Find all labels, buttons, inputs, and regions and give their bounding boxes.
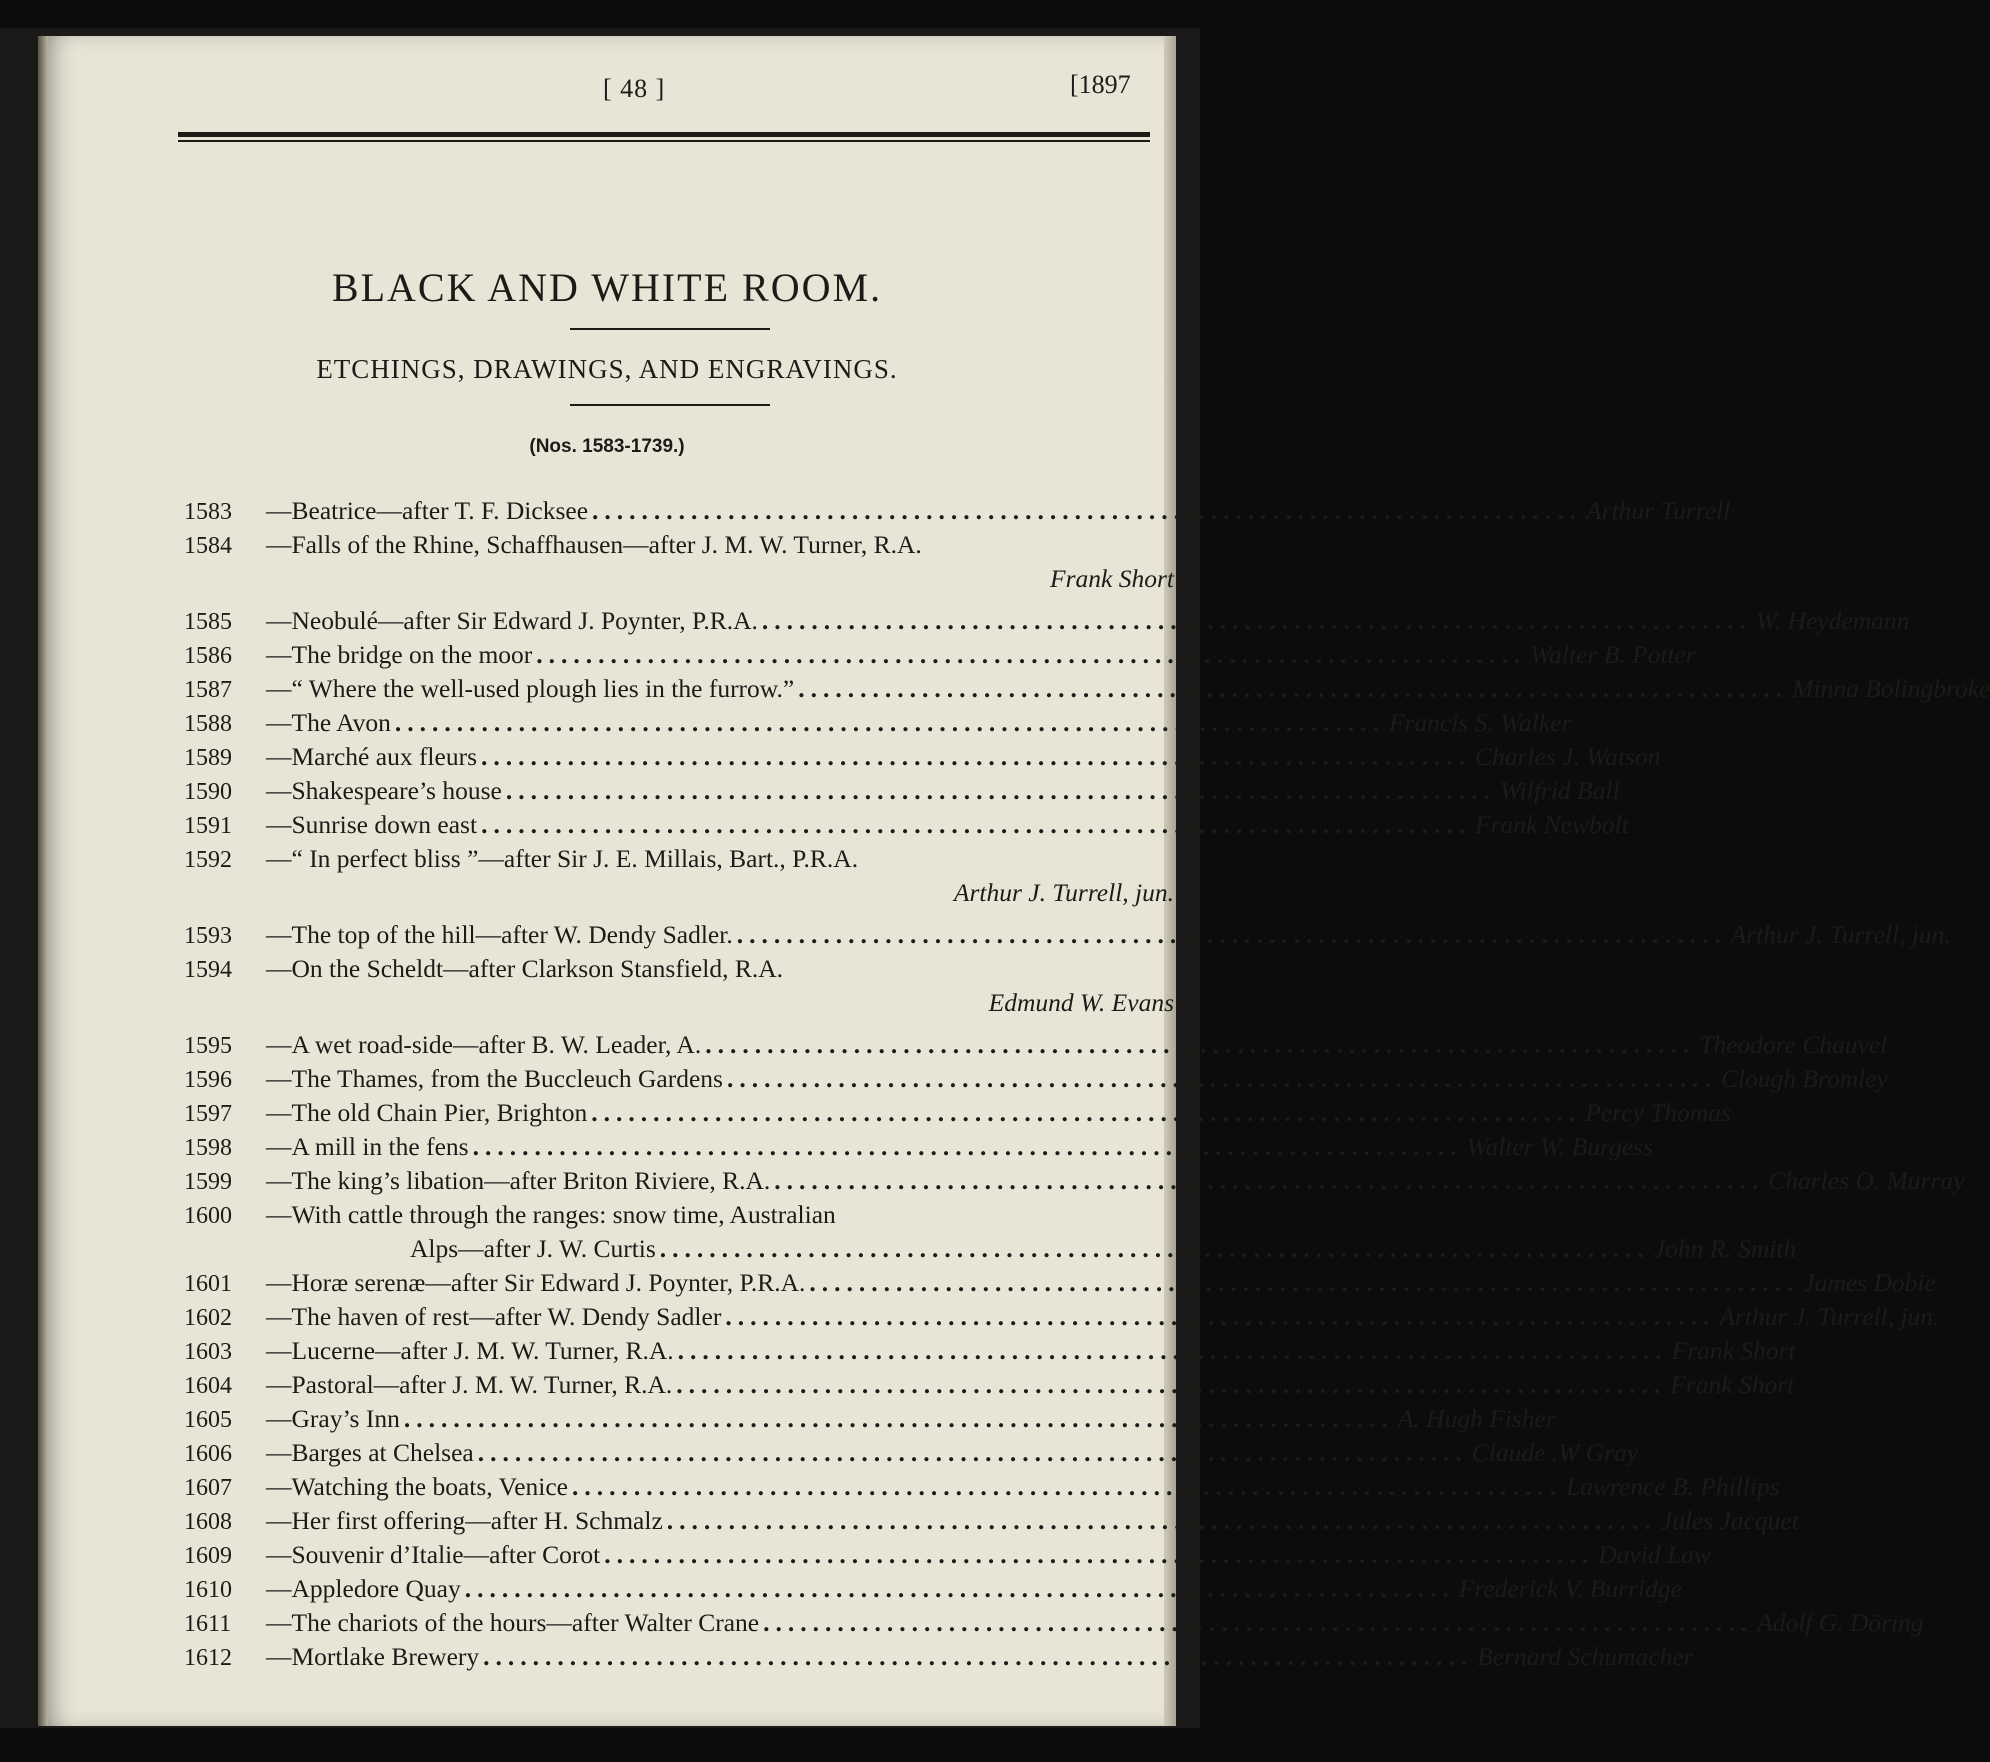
entry-artist: Charles J. Watson [1475,742,1661,771]
entry-number: 1603 [184,1339,232,1365]
entry-number: 1601 [184,1271,232,1297]
entry-number: 1610 [184,1577,232,1603]
entry-title: —With cattle through the ranges: snow time, Australian [266,1200,836,1229]
entry-title: —The haven of rest—after W. Dendy Sadler [266,1302,722,1331]
entry-number: 1587 [184,677,232,703]
entry-number: 1609 [184,1543,232,1569]
entry-title: —On the Scheldt—after Clarkson Stansfield, R.A. [266,954,783,983]
catalogue-entry [184,1402,1556,1436]
entry-line [184,1606,1924,1640]
leader-dots: ................................................................................ [592,496,1583,525]
entry-title: —The king’s libation—after Briton Riviere, R.A. [266,1166,771,1195]
entry-title: —Falls of the Rhine, Schaffhausen—after J. M. W. Turner, R.A. [266,530,922,559]
entry-title: —A wet road-side—after B. W. Leader, A. [266,1030,702,1059]
leader-dots: ................................................................................ [763,1608,1754,1637]
entry-number: 1607 [184,1475,232,1501]
entry-line [184,774,1620,808]
leader-dots: ................................................................................ [536,640,1527,669]
entry-number: 1612 [184,1645,232,1671]
catalogue-entry [184,1572,1682,1606]
entry-number: 1608 [184,1509,232,1535]
entry-line [184,1402,1556,1436]
subtitle-divider [570,404,770,406]
entry-artist: James Dobie [1803,1268,1936,1297]
entry-number: 1597 [184,1101,232,1127]
catalogue-entry [184,1538,1711,1572]
entry-title: —A mill in the fens [266,1132,469,1161]
entry-title: —Mortlake Brewery [266,1642,480,1671]
entry-title: —Gray’s Inn [266,1404,400,1433]
leader-dots: ................................................................................ [394,708,1385,737]
entry-number: 1605 [184,1407,232,1433]
catalogue-entry [184,740,1661,774]
entry-line [184,672,1990,706]
catalogue-entry [184,672,1990,706]
leader-dots: ................................................................................ [676,1370,1667,1399]
entry-artist: David Law [1598,1540,1711,1569]
entry-number: 1590 [184,779,232,805]
entry-title: —The old Chain Pier, Brighton [266,1098,588,1127]
page-number: [ 48 ] [603,74,666,103]
running-header [38,64,1176,104]
entry-number: 1598 [184,1135,232,1161]
entry-line [184,1368,1795,1402]
entry-artist: Adolf G. Döring [1757,1608,1924,1637]
entry-line [184,740,1661,774]
entry-artist: Clough Bromley [1720,1064,1888,1093]
entry-line [184,1538,1711,1572]
catalogue-entry [184,1028,1888,1062]
entry-number: 1594 [184,957,232,983]
entry-line [184,842,1174,876]
entry-title: —The top of the hill—after W. Dendy Sadler. [266,920,733,949]
entry-artist: Jules Jacquet [1660,1506,1799,1535]
entry-artist: Frank Short [1671,1336,1796,1365]
entry-number: 1592 [184,847,232,873]
catalogue-entry [184,494,1731,528]
entry-line [184,918,1951,952]
entry-line [184,1572,1682,1606]
catalogue-entry [184,842,1174,910]
entry-number: 1596 [184,1067,232,1093]
catalogue-page [38,36,1990,1726]
catalogue-entry [184,638,1696,672]
entry-title: —Lucerne—after J. M. W. Turner, R.A. [266,1336,674,1365]
entry-line [184,1504,1799,1538]
entry-line [184,1028,1888,1062]
entry-title: —Appledore Quay [266,1574,461,1603]
leader-dots: ................................................................................ [477,1438,1468,1467]
header-year: [1897 [1070,70,1131,99]
entry-line [184,952,1174,986]
entry-artist: A. Hugh Fisher [1397,1404,1556,1433]
entry-artist: Bernard Schumacher [1477,1642,1694,1671]
entry-title: —The Thames, from the Buccleuch Gardens [266,1064,723,1093]
catalogue-entry [184,1198,1797,1266]
catalogue-entry [184,706,1572,740]
entry-line [184,1062,1888,1096]
entry-artist: Claude .W Gray [1471,1438,1639,1467]
entry-title: —“ Where the well-used plough lies in the furrow.” [266,674,795,703]
leader-dots: ................................................................................ [798,674,1789,703]
entry-artist: Minna Bolingbroke [1792,674,1990,703]
entry-number: 1600 [184,1203,232,1229]
entry-number: 1585 [184,609,232,635]
entry-artist: Walter W. Burgess [1466,1132,1653,1161]
entry-artist: Frank Short [1670,1370,1795,1399]
entry-line [184,1164,1965,1198]
leader-dots: ................................................................................ [666,1506,1657,1535]
entry-line [184,1334,1796,1368]
leader-dots: ................................................................................ [483,1642,1474,1671]
entry-artist: Lawrence B. Phillips [1565,1472,1780,1501]
entry-title: —Marché aux fleurs [266,742,477,771]
catalogue-entry [184,1130,1653,1164]
entry-title: —Barges at Chelsea [266,1438,474,1467]
leader-dots: ................................................................................ [604,1540,1595,1569]
leader-dots: ................................................................................ [591,1098,1582,1127]
entry-number: 1593 [184,923,232,949]
entry-title: —Horæ serenæ—after Sir Edward J. Poynter, P.R.A. [266,1268,806,1297]
entry-number: 1586 [184,643,232,669]
entry-artist: Edmund W. Evans [988,988,1174,1017]
entry-artist: Frederick V. Burridge [1458,1574,1682,1603]
entry-number: 1602 [184,1305,232,1331]
catalogue-entry [184,1470,1780,1504]
entry-artist: John R. Smith [1653,1234,1797,1263]
entry-number: 1611 [184,1611,232,1637]
entry-line [184,494,1731,528]
entry-line [184,1266,1936,1300]
entry-title-continued: Alps—after J. W. Curtis [410,1234,656,1263]
catalogue-entry [184,1606,1924,1640]
leader-dots: ................................................................................ [571,1472,1562,1501]
entry-title: —Sunrise down east [266,810,478,839]
catalogue-entry [184,1368,1795,1402]
entry-line [184,1232,1797,1266]
leader-dots: ................................................................................ [505,776,1496,805]
room-title: BLACK AND WHITE ROOM. [331,265,883,310]
leader-dots: ................................................................................ [472,1132,1463,1161]
entry-artist: Francis S. Walker [1388,708,1572,737]
entry-title: —The Avon [266,708,391,737]
catalogue-entry [184,1334,1796,1368]
catalogue-entries [184,494,1990,1674]
catalogue-entry [184,1266,1936,1300]
header-rule-thin [178,140,1150,142]
title-divider [570,328,770,330]
entry-title: —“ In perfect bliss ”—after Sir J. E. Millais, Bart., P.R.A. [266,844,859,873]
entry-line [184,808,1629,842]
entry-line [184,706,1572,740]
entry-number: 1599 [184,1169,232,1195]
entry-line [184,1640,1694,1674]
entry-number: 1589 [184,745,232,771]
entry-artist: Frank Short [1050,564,1174,593]
entry-number: 1583 [184,499,232,525]
entry-artist: Percy Thomas [1585,1098,1731,1127]
catalogue-entry [184,604,1910,638]
entry-title: —Watching the boats, Venice [266,1472,568,1501]
entry-line [184,1436,1639,1470]
entry-line [184,1470,1780,1504]
entry-title: —Souvenir d’Italie—after Corot [266,1540,601,1569]
catalogue-entry [184,808,1629,842]
entry-artist: Arthur Turrell [1586,496,1731,525]
entry-artist: Charles O. Murray [1768,1166,1965,1195]
entry-title: —Beatrice—after T. F. Dicksee [266,496,589,525]
entry-line [184,1130,1653,1164]
entry-artist: Theodore Chauvel [1699,1030,1888,1059]
entry-line [184,638,1696,672]
entry-artist: Arthur J. Turrell, jun. [1719,1302,1940,1331]
entry-artist: Wilfrid Ball [1499,776,1620,805]
catalogue-entry [184,1164,1965,1198]
entry-title: —The bridge on the moor [266,640,533,669]
entry-title: —Her first offering—after H. Schmalz [266,1506,663,1535]
entry-line [184,1198,1174,1232]
book-spread [0,28,1990,1728]
catalogue-entry [184,774,1620,808]
catalogue-entry [184,528,1174,596]
entry-number: 1604 [184,1373,232,1399]
catalogue-entry [184,1300,1940,1334]
number-range: (Nos. 1583-1739.) [529,436,685,457]
entry-line [184,528,1174,562]
entry-artist: Arthur J. Turrell, jun. [1730,920,1951,949]
leader-dots: ................................................................................ [464,1574,1455,1603]
leader-dots: ................................................................................ [481,810,1472,839]
catalogue-entry [184,1504,1799,1538]
entry-line [184,1096,1731,1130]
leader-dots: ................................................................................ [705,1030,1696,1059]
leader-dots: ................................................................................ [726,1064,1717,1093]
catalogue-entry [184,1640,1694,1674]
leader-dots: ................................................................................ [725,1302,1716,1331]
entry-number: 1595 [184,1033,232,1059]
leader-dots: ................................................................................ [809,1268,1800,1297]
entry-title: —The chariots of the hours—after Walter Crane [266,1608,760,1637]
entry-title: —Shakespeare’s house [266,776,502,805]
entry-number: 1591 [184,813,232,839]
leader-dots: ................................................................................ [677,1336,1668,1365]
catalogue-entry [184,1096,1731,1130]
leader-dots: ................................................................................ [481,742,1471,771]
leader-dots: ................................................................................ [659,1234,1650,1263]
leader-dots: ................................................................................ [774,1166,1765,1195]
entry-artist: Walter B. Potter [1530,640,1696,669]
leader-dots: ................................................................................ [736,920,1727,949]
entry-line [184,604,1910,638]
entry-number: 1606 [184,1441,232,1467]
catalogue-entry [184,952,1174,1020]
leader-dots: ................................................................................ [761,606,1752,635]
header-rule [178,132,1150,137]
leader-dots: ................................................................................ [403,1404,1394,1433]
entry-artist: Frank Newbolt [1475,810,1629,839]
entry-title: —Neobulé—after Sir Edward J. Poynter, P.R.A. [266,606,758,635]
entry-line [184,1300,1940,1334]
entry-number: 1584 [184,533,232,559]
entry-artist: W. Heydemann [1755,606,1910,635]
entry-number: 1588 [184,711,232,737]
catalogue-entry [184,1436,1639,1470]
entry-artist: Arthur J. Turrell, jun. [953,878,1174,907]
entry-title: —Pastoral—after J. M. W. Turner, R.A. [266,1370,673,1399]
section-subtitle: ETCHINGS, DRAWINGS, AND ENGRAVINGS. [316,354,898,384]
catalogue-entry [184,918,1951,952]
catalogue-entry [184,1062,1888,1096]
